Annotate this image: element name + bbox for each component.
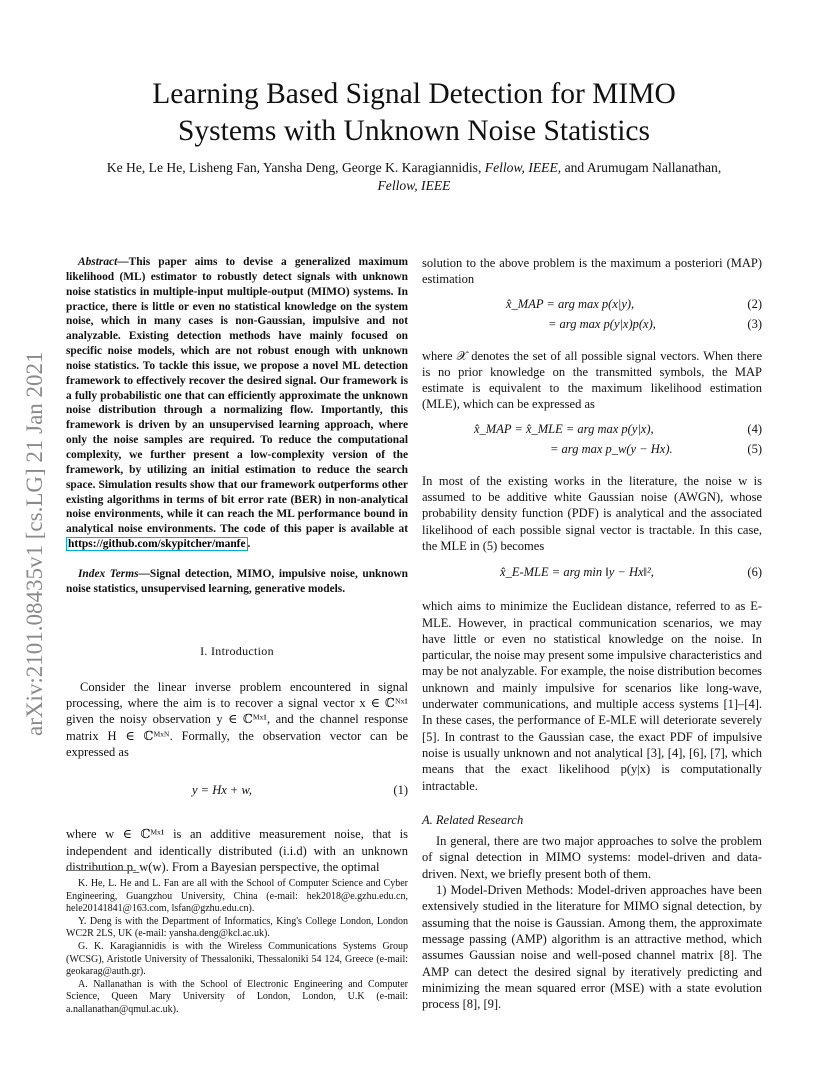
equation-4-body: x̂_MAP = x̂_MLE = arg max p(y|x), — [474, 421, 654, 436]
equations-4-5 — [422, 421, 762, 463]
index-terms-text: —Signal detection, MIMO, impulsive noise, unknown noise statistics, unsupervised learning, generative models. — [66, 567, 408, 595]
equation-5 — [422, 441, 762, 461]
abstract-lead: Abstract — [78, 256, 118, 268]
footnote-3: G. K. Karagiannidis is with the Wireless Communications Systems Group (WCSG), Aristotle University of Thessaloniki, Thessaloniki 54 124, Greece (e-mail: geokarag@auth.gr). — [66, 940, 408, 978]
abstract-end: . — [247, 538, 251, 551]
arxiv-stamp-text: arXiv:2101.08435v1 [cs.LG] 21 Jan 2021 — [22, 351, 47, 736]
footnote-4: A. Nallanathan is with the School of Electronic Engineering and Computer Science, Queen Mary University of London, London, U.K (e-mail: a.nallanathan@qmul.ac.uk). — [66, 978, 408, 1015]
authors-fellow-2: Fellow, IEEE — [377, 178, 451, 193]
equation-6-body: x̂_E-MLE = arg min ‖y − Hx‖², — [500, 565, 654, 580]
subsection-related-research: A. Related Research — [422, 812, 524, 827]
abstract — [66, 255, 408, 552]
equation-6-number: (6) — [747, 565, 762, 580]
equation-2-body: x̂_MAP = arg max p(x|y), — [506, 296, 635, 311]
right-paragraph-5: In general, there are two major approaches to solve the problem of signal detection in MIMO systems: model-driven and data-driven. Next, we briefly present both of them. — [422, 834, 762, 881]
equation-1-number: (1) — [393, 783, 408, 798]
intro-paragraph-2: where w ∈ ℂᴹˣ¹ is an additive measurement noise, that is independent and identically distributed (i.i.d) with an unknown distribution p_w(w). From a Bayesian perspective, the optimal — [66, 827, 408, 874]
authors-tail: , and Arumugam Nallanathan, — [557, 160, 722, 175]
equation-3 — [422, 316, 762, 336]
footnotes — [66, 878, 408, 1017]
paper-title — [80, 76, 748, 150]
abstract-text: —This paper aims to devise a generalized maximum likelihood (ML) estimator to robustly detect signals with unknown noise statistics in multiple-input multiple-output (MIMO) systems. In practice, there is little or even no statistical knowledge on the system noise, which in many cases is non-Gaussian, impulsive and not analyzable. Existing detection methods have mainly focused on specific noise models, which are not robust enough with unknown noise statistics. To tackle this issue, we propose a novel ML detection framework to effectively recover the desired signal. Our framework is a fully probabilistic one that can efficiently approximate the unknown noise distribution through a normalizing flow. Importantly, this framework is driven by an unsupervised learning approach, where only the noise samples are required. To reduce the computational complexity, we further present a low-complexity version of the framework, by utilizing an initial estimation to reduce the search space. Simulation results show that our framework outperforms other existing algorithms in terms of bit error rate (BER) in non-analytical noise environments, while it can reach the ML performance bound in analytical noise environments. The code of this paper is available at — [66, 256, 408, 536]
right-paragraph-2: where 𝒳 denotes the set of all possible signal vectors. When there is no prior knowledge on the transmitted symbols, the MAP estimate is equivalent to the maximum likelihood estimation (MLE), which can be expressed as — [422, 348, 762, 412]
right-paragraph-6: 1) Model-Driven Methods: Model-driven approaches have been extensively studied in the literature for MIMO signal detection, by assuming that the noise is Gaussian. Among them, the approximate message passing (AMP) algorithm is an attractive method, which assumes Gaussian noise and well-posed channel matrix [8]. The AMP can detect the desired signal by iteratively predicting and minimizing the mean squared error (MSE) with a state evolution process [8], [9]. — [422, 883, 762, 1012]
index-terms — [66, 567, 408, 597]
code-link[interactable]: https://github.com/skypitcher/manfe — [68, 538, 246, 551]
intro-paragraph-1: Consider the linear inverse problem encountered in signal processing, where the aim is to recover a signal vector x ∈ ℂᴺˣ¹ given the noisy observation y ∈ ℂᴹˣ¹, and the channel response matrix H ∈ ℂᴹˣᴺ. Formally, the observation vector can be expressed as — [66, 679, 408, 760]
authors-main: Ke He, Le He, Lisheng Fan, Yansha Deng, George K. Karagiannidis, — [106, 160, 482, 175]
equation-5-body: = arg max p_w(y − Hx). — [550, 441, 673, 456]
title-line-2: Systems with Unknown Noise Statistics — [177, 115, 650, 147]
right-paragraph-4: which aims to minimize the Euclidean distance, referred to as E-MLE. However, in practical communication scenarios, we may have little or even no statistical knowledge on the noise. In particular, the noise may present some impulsive characteristics and may be not analyzable. For example, the noise distribution becomes unknown and mainly impulsive for scenarios like long-wave, underwater communications, and multiple access systems [1]–[4]. In these cases, the performance of E-MLE will deteriorate severely [5]. In contrast to the Gaussian case, the exact PDF of impulsive noise is usually unknown and not analytical [3], [4], [6], [7], which means that the exact likelihood p(y|x) is computationally intractable. — [422, 599, 763, 793]
index-terms-lead: Index Terms — [78, 567, 139, 580]
right-paragraph-3: In most of the existing works in the literature, the noise w is assumed to be additive white Gaussian noise (AWGN), whose probability density function (PDF) is analytical and the associated likelihood of each possible signal vector is tractable. In this case, the MLE in (5) becomes — [422, 473, 762, 553]
footnote-rule — [66, 870, 136, 871]
equation-2-number: (2) — [747, 296, 762, 311]
authors-fellow-1: Fellow, IEEE — [484, 160, 558, 175]
right-paragraph-1: solution to the above problem is the maximum a posteriori (MAP) estimation — [422, 256, 762, 287]
arxiv-stamp — [12, 266, 52, 736]
equation-4 — [422, 421, 762, 441]
author-list — [60, 159, 768, 195]
section-introduction-heading: I. Introduction — [200, 643, 274, 658]
equation-4-number: (4) — [747, 421, 762, 436]
equation-1-body: y = Hx + w, — [191, 783, 253, 798]
equation-6 — [422, 564, 762, 586]
equation-3-number: (3) — [747, 316, 762, 331]
footnote-2: Y. Deng is with the Department of Informatics, King's College London, London WC2R 2LS, UK (e-mail: yansha.deng@kcl.ac.uk). — [66, 915, 408, 940]
right-column — [422, 255, 762, 1012]
footnote-1: K. He, L. He and L. Fan are all with the School of Computer Science and Cyber Engineering, Guangzhou University, China (e-mail: hek2018@e.gzhu.edu.cn, hele20141841@163.com, lsfan@gzhu.edu.cn). — [66, 878, 408, 915]
left-column — [66, 255, 408, 875]
equation-5-number: (5) — [747, 441, 762, 456]
equations-2-3 — [422, 296, 762, 338]
equation-2 — [422, 296, 762, 316]
title-line-1: Learning Based Signal Detection for MIMO — [152, 78, 676, 110]
equation-1 — [66, 782, 408, 804]
equation-3-body: = arg max p(y|x)p(x), — [548, 316, 656, 331]
